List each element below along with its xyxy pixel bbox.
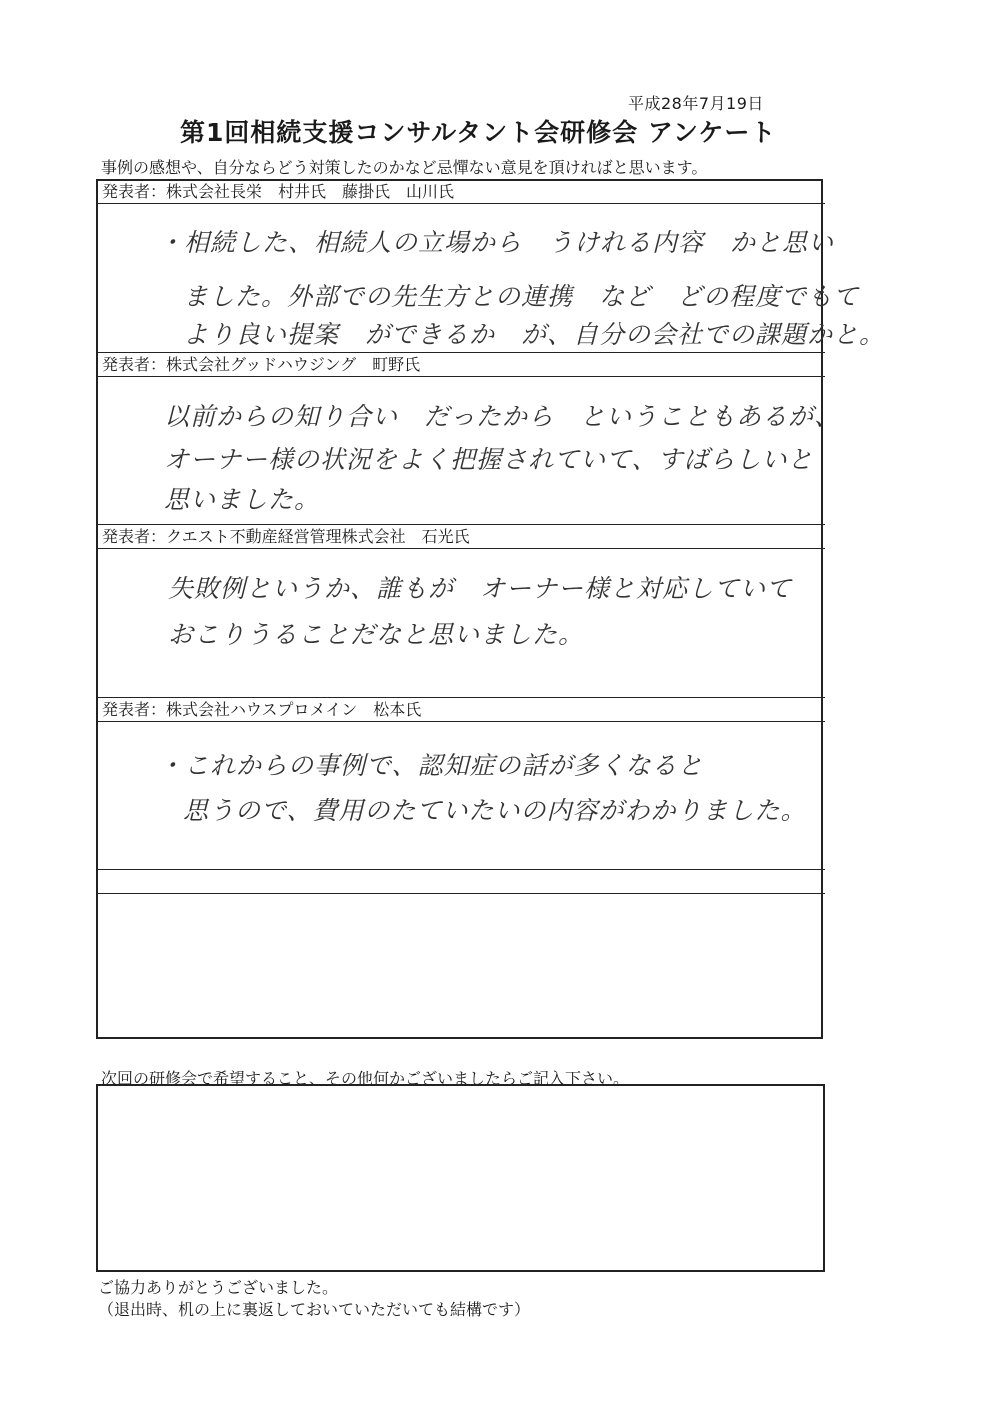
- next-session-label: 次回の研修会で希望すること、その他何かございましたらご記入下さい。: [101, 1069, 630, 1088]
- row-divider: [96, 697, 825, 698]
- page-title: 第1回相続支援コンサルタント会研修会 アンケート: [180, 118, 777, 147]
- handwritten-comment-line: ました。外部での先生方との連携 など どの程度でもて: [183, 282, 860, 311]
- handwritten-comment-line: 思いました。: [164, 485, 321, 514]
- survey-date: 平成28年7月19日: [628, 94, 764, 113]
- thanks-text: ご協力ありがとうございました。: [98, 1278, 339, 1297]
- row-divider: [96, 352, 825, 353]
- presenter-label: 発表者：株式会社ハウスプロメイン 松本氏: [102, 700, 422, 719]
- presenter-label: 発表者：株式会社グッドハウジング 町野氏: [102, 355, 421, 374]
- handwritten-comment-line: ・相続した、相続人の立場から うけれる内容 かと思い: [158, 228, 835, 257]
- presenter-label: 発表者：クエスト不動産経営管理株式会社 石光氏: [102, 527, 470, 546]
- row-divider: [96, 548, 825, 549]
- row-divider: [96, 893, 825, 894]
- handwritten-comment-line: ・これからの事例で、認知症の話が多くなると: [158, 751, 704, 780]
- return-note: （退出時、机の上に裏返しておいていただいても結構です）: [98, 1300, 531, 1319]
- handwritten-comment-line: 失敗例というか、誰もが オーナー様と対応していて: [168, 574, 793, 603]
- presenter-label: 発表者：株式会社長栄 村井氏 藤掛氏 山川氏: [102, 182, 455, 201]
- handwritten-comment-line: おこりうることだなと思いました。: [168, 620, 585, 649]
- row-divider: [96, 869, 825, 870]
- row-divider: [96, 524, 825, 525]
- row-divider: [96, 376, 825, 377]
- row-divider: [96, 203, 825, 204]
- row-divider: [96, 721, 825, 722]
- handwritten-comment-line: オーナー様の状況をよく把握されていて、すばらしいと: [164, 445, 814, 474]
- handwritten-comment-line: 思うので、費用のたていたいの内容がわかりました。: [183, 796, 807, 825]
- handwritten-comment-line: 以前からの知り合い だったから ということもあるが、: [164, 402, 841, 431]
- instruction-text: 事例の感想や、自分ならどう対策したのかなど忌憚ない意見を頂ければと思います。: [101, 158, 708, 177]
- handwritten-comment-line: より良い提案 ができるか が、自分の会社での課題かと。: [183, 320, 886, 349]
- next-session-box: [96, 1084, 825, 1272]
